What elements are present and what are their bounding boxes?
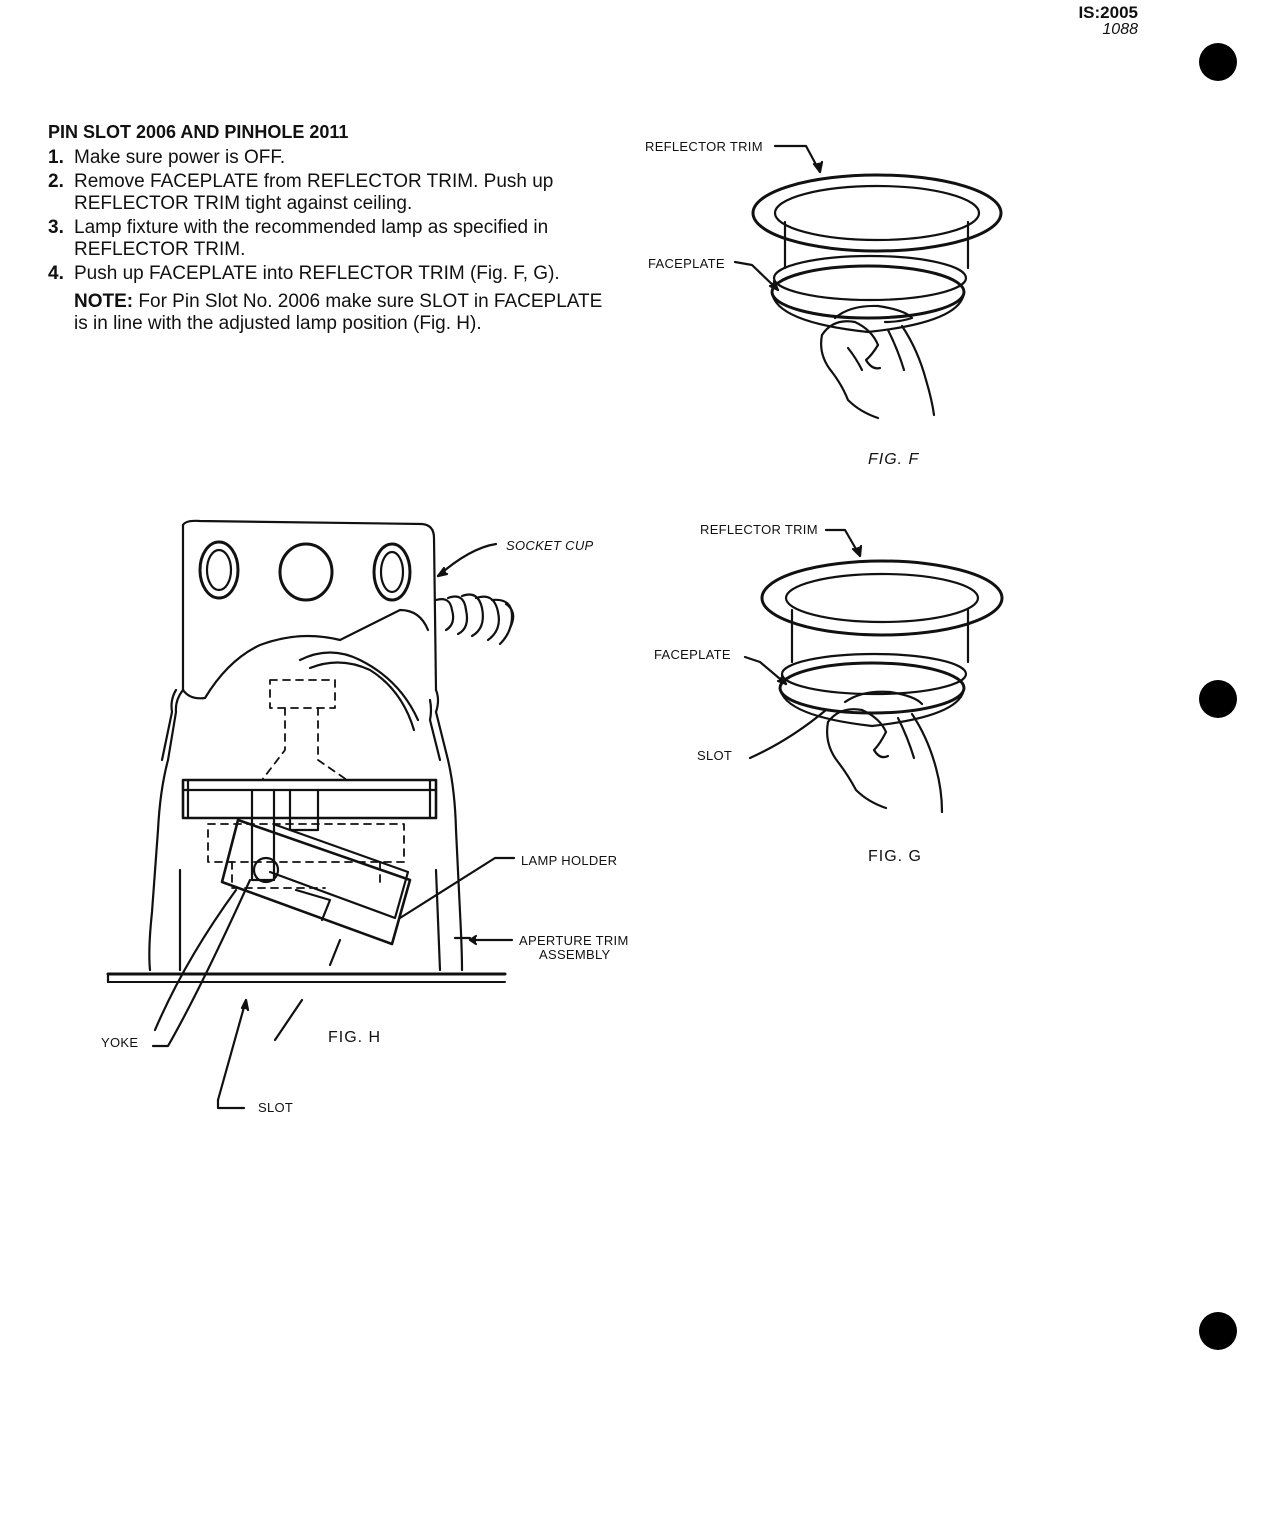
fig-h-lamp-holder-label: LAMP HOLDER [521,853,618,868]
step-text: Lamp fixture with the recommended lamp as specified in REFLECTOR TRIM. [74,217,549,260]
fig-h-socket-cup-label: SOCKET CUP [506,538,594,553]
fig-f-illustration [735,146,1001,418]
fig-g-caption: FIG. G [868,848,922,865]
fig-h-aperture-trim-label: APERTURE TRIM [519,933,629,948]
note-text: For Pin Slot No. 2006 make sure SLOT in FACEPLATE is in line with the adjusted lamp position (Fig. H). [74,291,603,334]
document-code: IS:2005 [1078,3,1138,22]
fig-h-assembly-label: ASSEMBLY [539,947,611,962]
document-number: 1088 [1102,21,1138,38]
fig-g-faceplate-label: FACEPLATE [654,647,731,662]
instructions-heading: PIN SLOT 2006 AND PINHOLE 2011 [48,122,349,142]
fig-f-faceplate-label: FACEPLATE [648,256,725,271]
step-number: 4. [48,263,64,284]
fig-g-slot-label: SLOT [697,748,733,763]
fig-h-illustration [108,521,514,1108]
fig-f-caption: FIG. F [868,451,920,468]
fig-f-reflector-trim-label: REFLECTOR TRIM [645,139,763,154]
step-number: 3. [48,217,64,238]
fig-h-caption: FIG. H [328,1029,382,1046]
fig-g-illustration [745,530,1002,812]
step-text: Make sure power is OFF. [74,147,286,168]
fig-h-slot-label: SLOT [258,1100,294,1115]
step-text: Remove FACEPLATE from REFLECTOR TRIM. Push up REFLECTOR TRIM tight against ceiling. [74,171,554,214]
fig-h-yoke-label: YOKE [101,1035,139,1050]
step-text: Push up FACEPLATE into REFLECTOR TRIM (Fig. F, G). [74,263,560,284]
fig-g-reflector-trim-label: REFLECTOR TRIM [700,522,818,537]
step-number: 2. [48,171,64,192]
step-number: 1. [48,147,64,168]
note-label: NOTE: [74,291,134,312]
